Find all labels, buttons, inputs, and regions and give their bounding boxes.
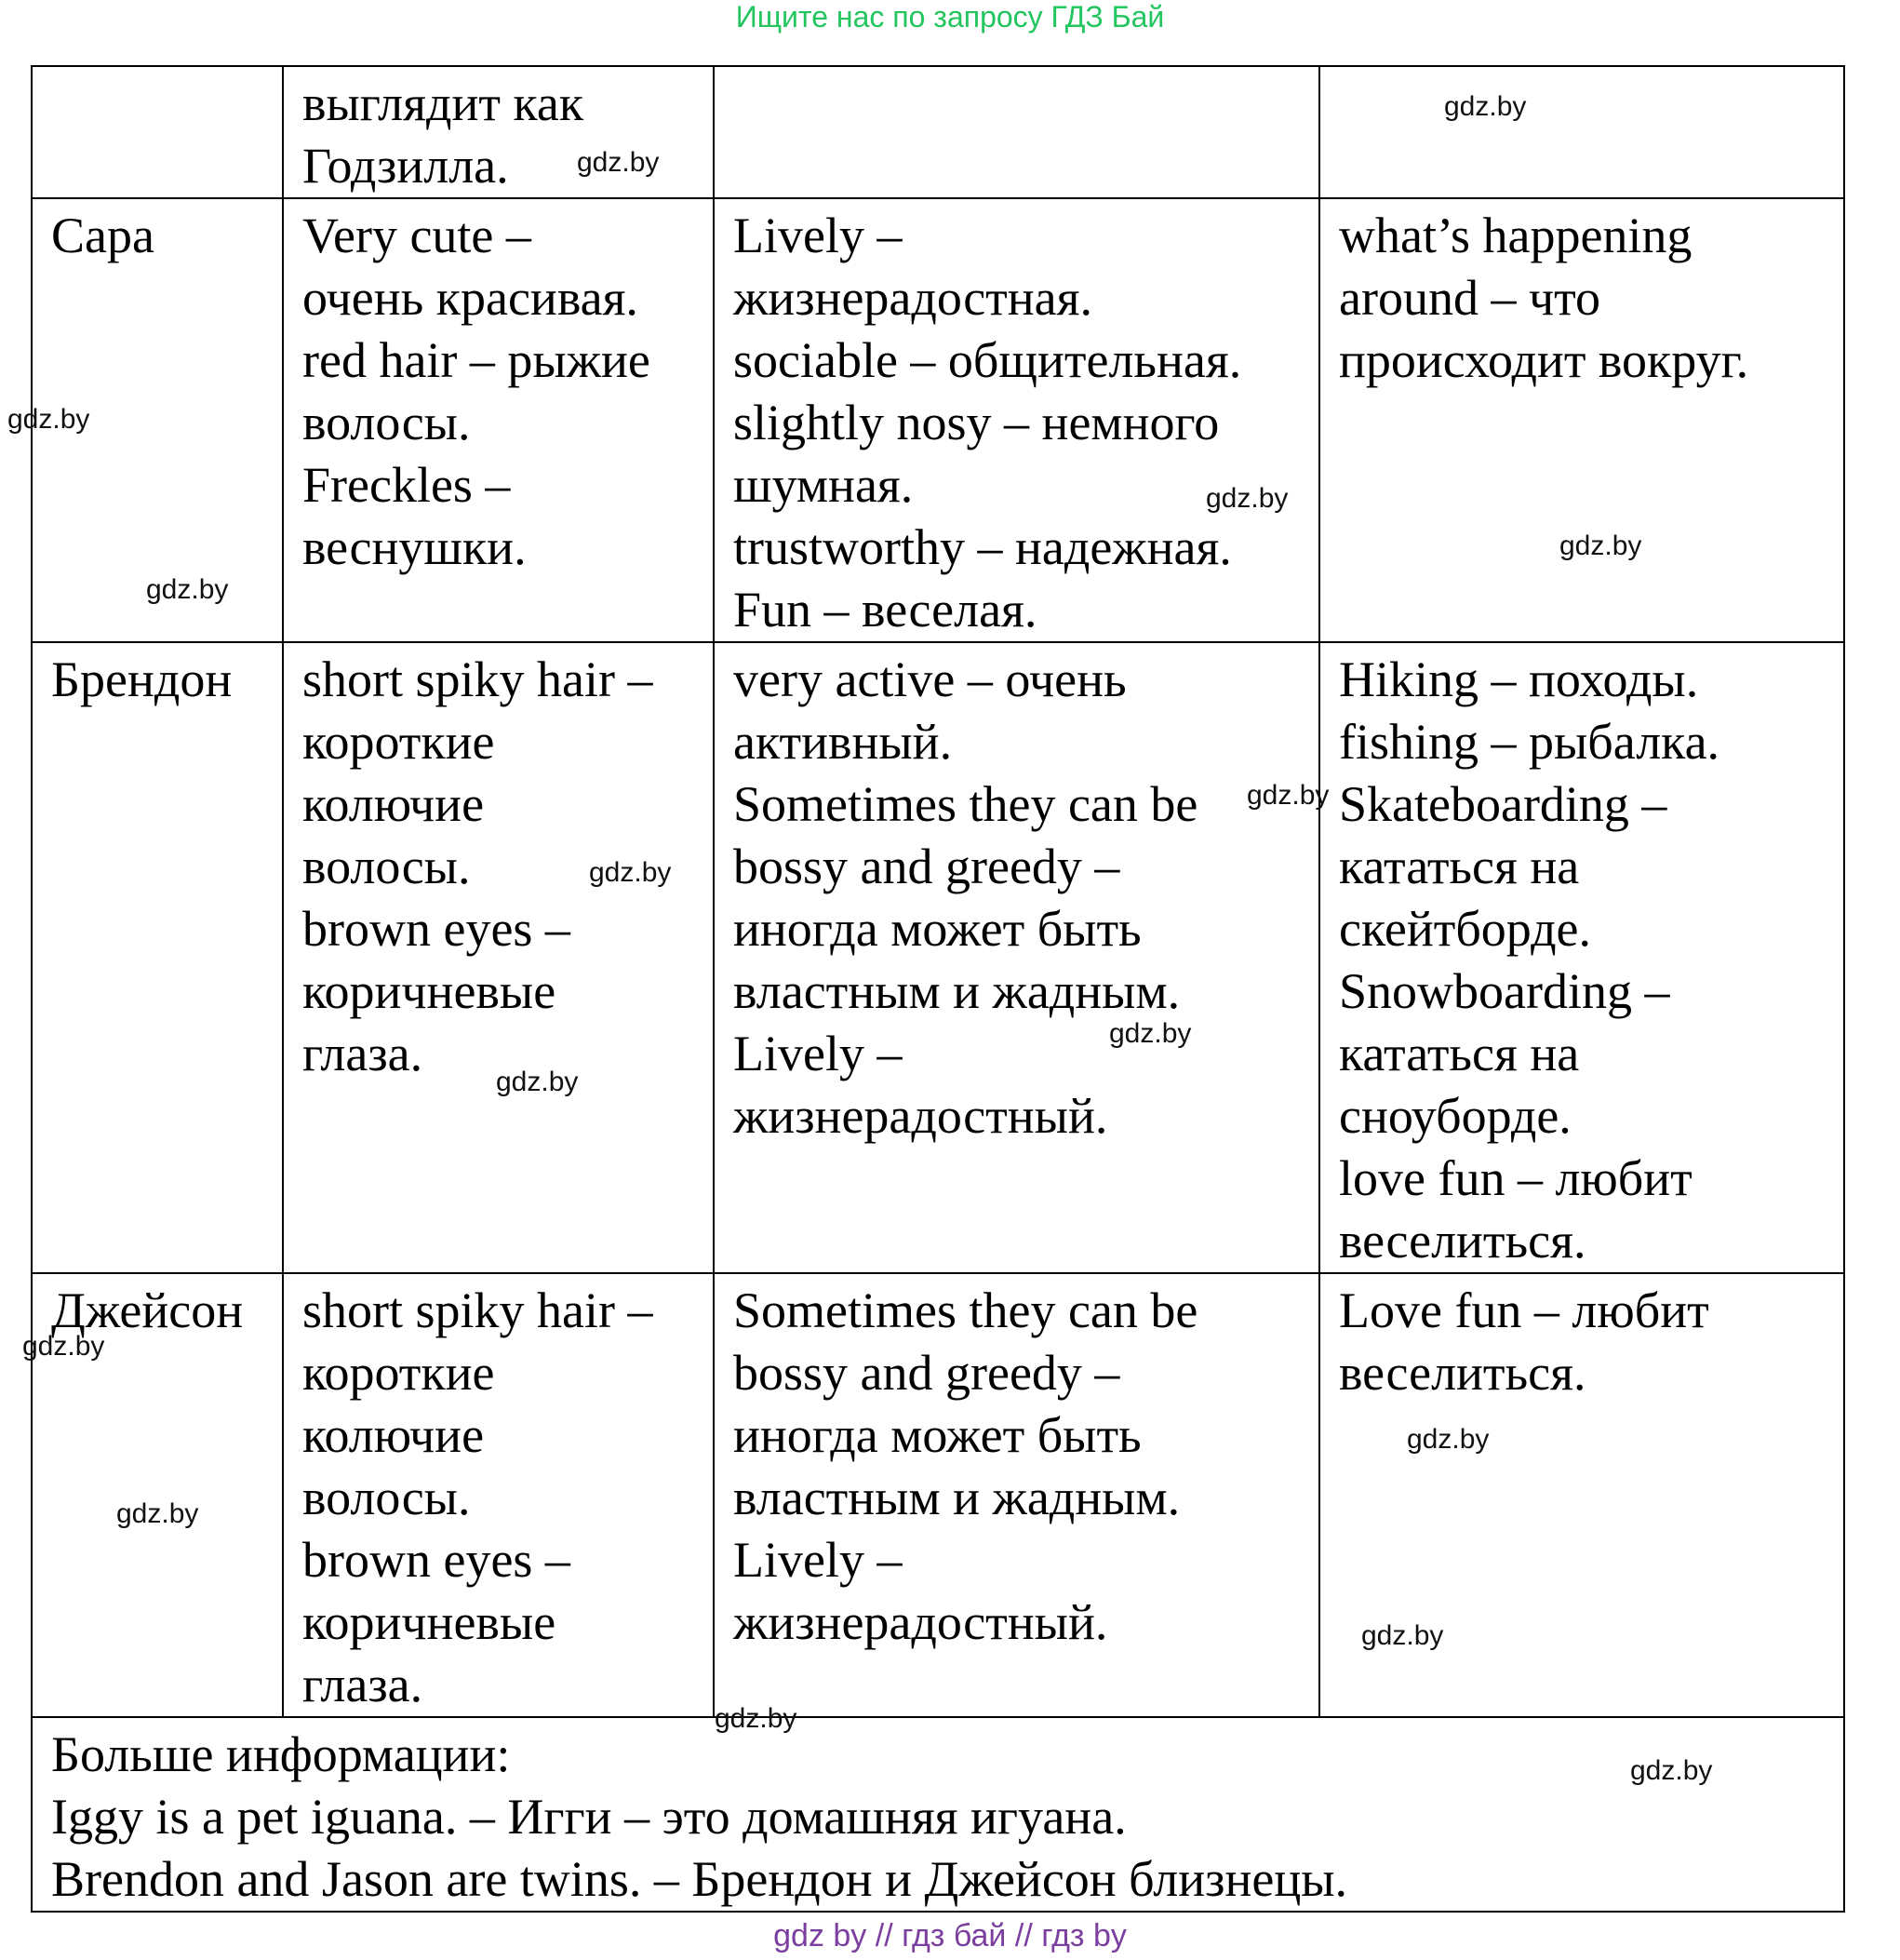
interests-cell: Love fun – любит веселиться.: [1319, 1273, 1844, 1717]
table-row: [32, 1273, 1844, 1717]
name-cell: [32, 66, 283, 198]
character-cell: Sometimes they can be bossy and greedy – иногда может быть властным и жадным. Lively – жизнерадостный.: [714, 1273, 1319, 1717]
watermark: gdz.by: [1109, 1018, 1192, 1049]
watermark: gdz.by: [496, 1067, 579, 1097]
interests-cell: Hiking – походы. fishing – рыбалка. Skateboarding – кататься на скейтборде. Snowboarding – кататься на сноуборде. love fun – любит веселиться.: [1319, 642, 1844, 1273]
table-row: [32, 642, 1844, 1273]
appearance-cell: Very cute – очень красивая. red hair – рыжие волосы. Freckles – веснушки.: [283, 198, 714, 642]
watermark: gdz.by: [116, 1498, 199, 1529]
answer-table: [31, 65, 1845, 1913]
watermark: gdz.by: [577, 147, 660, 178]
watermark: gdz.by: [146, 574, 229, 605]
watermark: gdz.by: [22, 1331, 105, 1362]
watermark: gdz.by: [1361, 1620, 1444, 1651]
footer-links[interactable]: gdz by // гдз бай // гдз by: [773, 1918, 1127, 1953]
watermark: gdz.by: [589, 857, 672, 888]
character-cell: [714, 66, 1319, 198]
table-row: [32, 1717, 1844, 1912]
table-row: [32, 66, 1844, 198]
name-cell: Брендон: [32, 642, 283, 1273]
interests-cell: [1319, 66, 1844, 198]
header-banner[interactable]: Ищите нас по запросу ГДЗ Бай: [735, 0, 1165, 34]
appearance-cell: выглядит как Годзилла.: [283, 66, 714, 198]
watermark: gdz.by: [715, 1703, 797, 1734]
interests-cell: what’s happening around – что происходит вокруг.: [1319, 198, 1844, 642]
name-cell: Сара: [32, 198, 283, 642]
watermark: gdz.by: [1444, 91, 1527, 122]
watermark: gdz.by: [1559, 530, 1642, 561]
watermark: gdz.by: [1247, 780, 1330, 811]
watermark: gdz.by: [7, 404, 90, 435]
watermark: gdz.by: [1206, 483, 1289, 514]
name-cell: Джейсон: [32, 1273, 283, 1717]
character-cell: very active – очень активный. Sometimes they can be bossy and greedy – иногда может быть властным и жадным. Lively – жизнерадостный.: [714, 642, 1319, 1273]
appearance-cell: short spiky hair – короткие колючие волосы. brown eyes – коричневые глаза.: [283, 1273, 714, 1717]
character-cell: Lively – жизнерадостная. sociable – общительная. slightly nosy – немного шумная. trustworthy – надежная. Fun – веселая.: [714, 198, 1319, 642]
table-row: [32, 198, 1844, 642]
watermark: gdz.by: [1630, 1755, 1713, 1786]
more-info-cell: Больше информации: Iggy is a pet iguana. – Игги – это домашняя игуана. Brendon and Jason are twins. – Брендон и Джейсон близнецы.: [32, 1717, 1844, 1912]
watermark: gdz.by: [1407, 1424, 1490, 1455]
appearance-cell: short spiky hair – короткие колючие волосы. brown eyes – коричневые глаза.: [283, 642, 714, 1273]
